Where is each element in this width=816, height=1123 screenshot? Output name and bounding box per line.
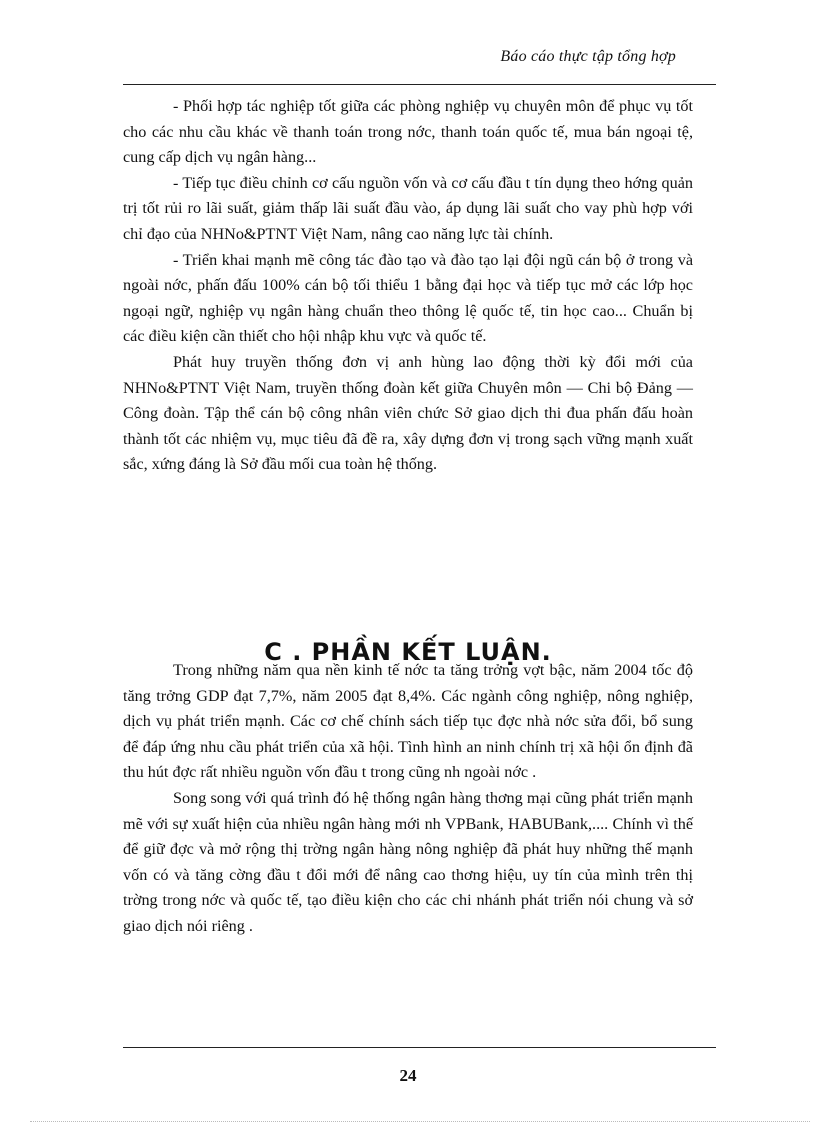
bottom-dotted-line — [30, 1121, 810, 1122]
paragraph: - Tiếp tục điều chỉnh cơ cấu nguồn vốn và cơ cấu đầu t tín dụng theo hớng quản trị tốt rủi ro lãi suất, giảm thấp lãi suất đầu vào, áp dụng lãi suất cho vay phù hợp với chỉ đạo của NHNo&PTNT Việt Nam, nâng cao năng lực tài chính. — [123, 173, 693, 243]
paragraph: Song song với quá trình đó hệ thống ngân hàng thơng mại cũng phát triển mạnh mẽ với sự xuất hiện của nhiều ngân hàng mới nh VPBank, HABUBank,.... Chính vì thế để giữ đợc và mở rộng thị trờng ngân hàng nông nghiệp đã phát huy những thế mạnh vốn có và tăng cờng đầu t đổi mới để nâng cao thơng hiệu, uy tín của mình trên thị trờng trong nớc và quốc tế, tạo điều kiện cho các chi nhánh phát triển nói chung và sở giao dịch nói riêng . — [123, 788, 693, 935]
paragraph: Phát huy truyền thống đơn vị anh hùng lao động thời kỳ đổi mới của NHNo&PTNT Việt Nam, truyền thống đoàn kết giữa Chuyên môn — Chi bộ Đảng — Công đoàn. Tập thể cán bộ công nhân viên chức Sở giao dịch thi đua phấn đấu hoàn thành tốt các nhiệm vụ, mục tiêu đã đề ra, xây dựng đơn vị trong sạch vững mạnh xuất sắc, xứng đáng là Sở đầu mối cua toàn hệ thống. — [123, 352, 693, 474]
conclusion-body — [123, 658, 693, 940]
section-heading: C . PHẦN KẾT LUẬN. — [264, 638, 552, 666]
paragraph: - Phối hợp tác nghiệp tốt giữa các phòng nghiệp vụ chuyên môn để phục vụ tốt cho các nhu cầu khác về thanh toán trong nớc, thanh toán quốc tế, mua bán ngoại tệ, cung cấp dịch vụ ngân hàng... — [123, 97, 693, 167]
running-header: Báo cáo thực tập tổng hợp — [500, 48, 676, 65]
section-body — [123, 94, 693, 478]
paragraph: - Triển khai mạnh mẽ công tác đào tạo và đào tạo lại đội ngũ cán bộ ở trong và ngoài nớc, phấn đấu 100% cán bộ tối thiểu 1 bằng đại học và tiếp tục mở các lớp học ngoại ngữ, nghiệp vụ ngân hàng chuẩn theo thông lệ quốc tế, tin học cao... Chuẩn bị các điều kiện cần thiết cho hội nhập khu vực và quốc tế. — [123, 250, 693, 346]
header-rule — [123, 84, 716, 85]
paragraph: Trong những năm qua nền kinh tế nớc ta tăng trởng vợt bậc, năm 2004 tốc độ tăng trởng GDP đạt 7,7%, năm 2005 đạt 8,4%. Các ngành công nghiệp, nông nghiệp, dịch vụ phát triển mạnh. Các cơ chế chính sách tiếp tục đợc nhà nớc sửa đổi, bổ sung để đáp ứng nhu cầu phát triển của xã hội. Tình hình an ninh chính trị xã hội ổn định đã thu hút đợc rất nhiều nguồn vốn đầu t trong cũng nh ngoài nớc . — [123, 661, 693, 782]
page-number: 24 — [399, 1066, 417, 1085]
footer-rule — [123, 1047, 716, 1048]
